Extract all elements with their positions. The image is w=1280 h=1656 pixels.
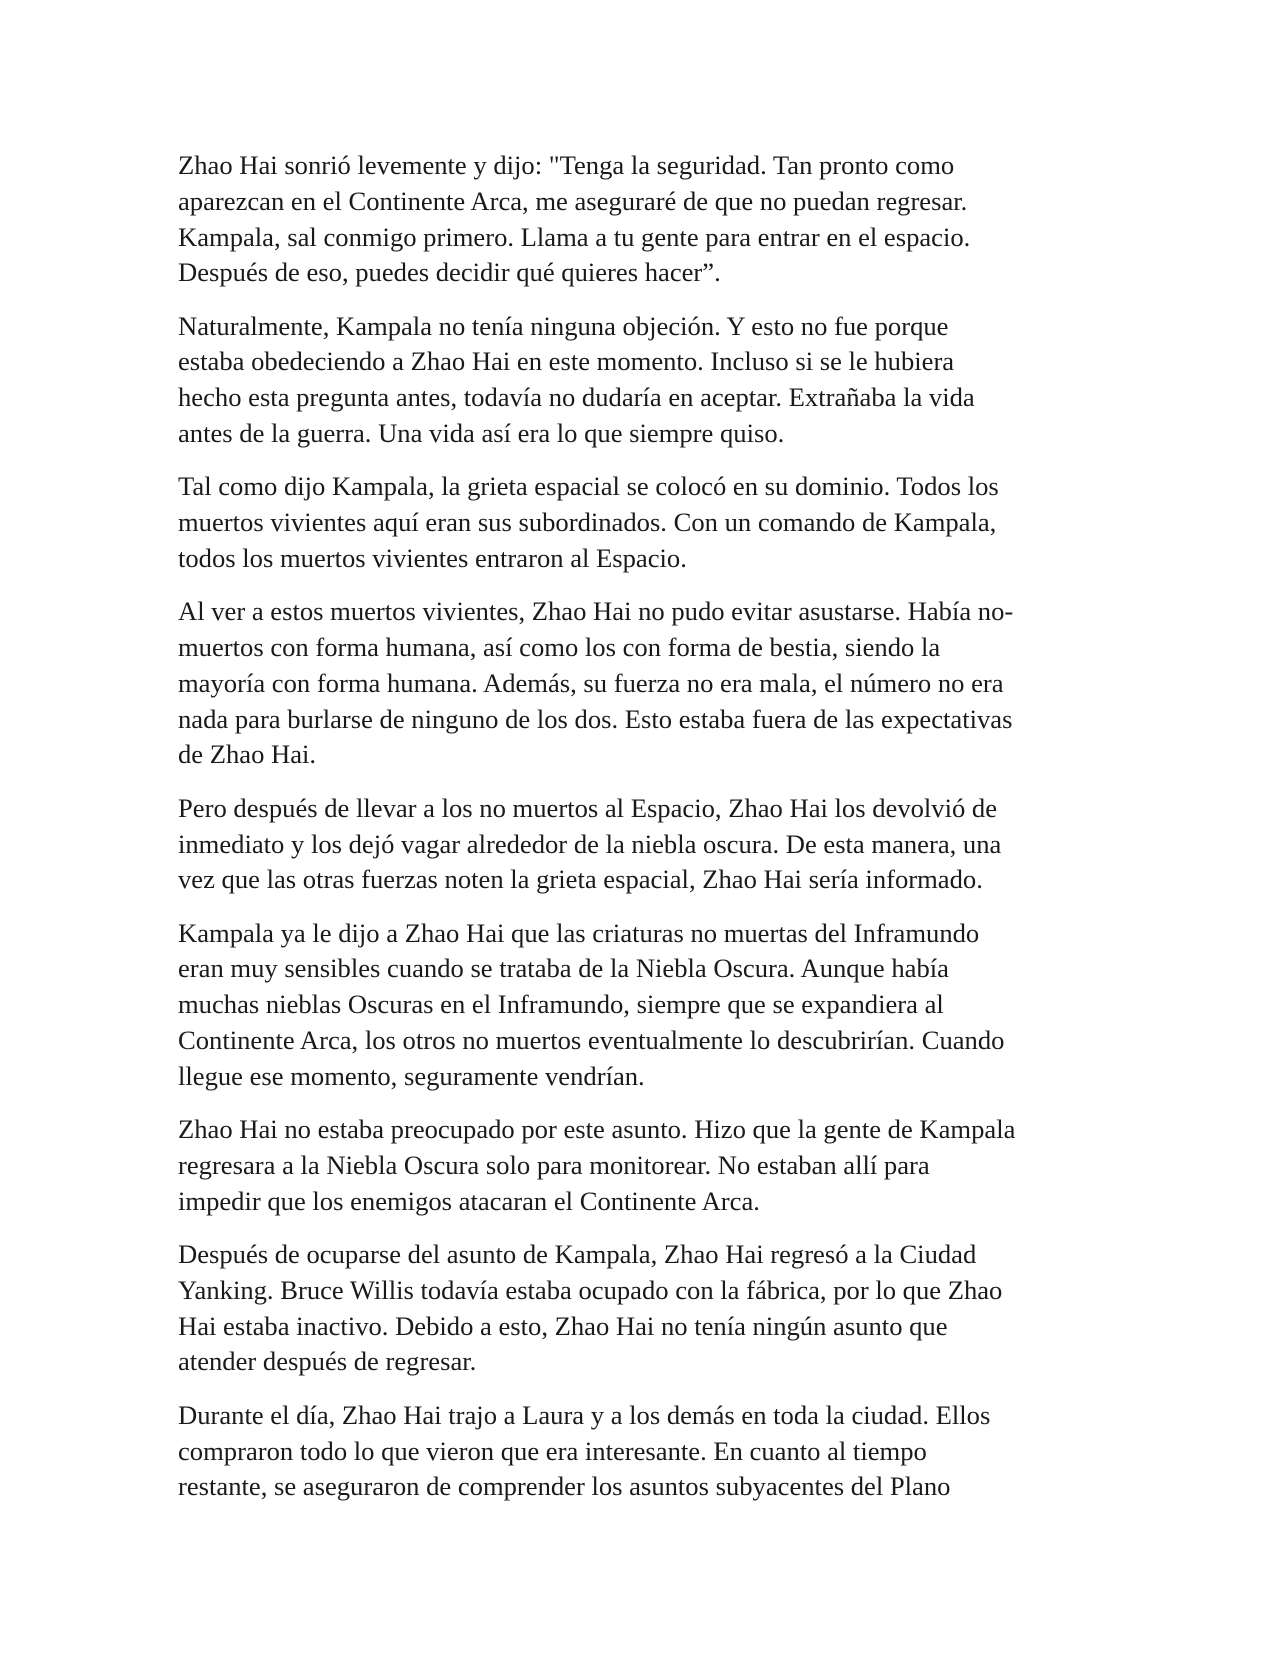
text-line: muertos vivientes aquí eran sus subordinados. Con un comando de Kampala, (178, 507, 997, 538)
text-line: mayoría con forma humana. Además, su fuerza no era mala, el número no era (178, 667, 1004, 698)
text-line: inmediato y los dejó vagar alrededor de la niebla oscura. De esta manera, una (178, 828, 1002, 859)
text-line: Después de ocuparse del asunto de Kampala, Zhao Hai regresó a la Ciudad (178, 1239, 977, 1270)
paragraph-2 (178, 309, 1108, 452)
text-line: regresara a la Niebla Oscura solo para monitorear. No estaban allí para (178, 1149, 930, 1180)
text-line: vez que las otras fuerzas noten la grieta espacial, Zhao Hai sería informado. (178, 864, 983, 895)
paragraph-5 (178, 791, 1108, 898)
paragraph-3 (178, 469, 1108, 576)
text-line: Zhao Hai sonrió levemente y dijo: "Tenga la seguridad. Tan pronto como (178, 150, 955, 180)
text-line: antes de la guerra. Una vida así era lo que siempre quiso. (178, 418, 785, 449)
text-line: atender después de regresar. (178, 1346, 477, 1377)
text-line: llegue ese momento, seguramente vendrían. (178, 1060, 645, 1091)
text-line: Después de eso, puedes decidir qué quieres hacer”. (178, 257, 721, 288)
text-line: aparezcan en el Continente Arca, me aseguraré de que no puedan regresar. (178, 185, 968, 216)
text-line: Kampala ya le dijo a Zhao Hai que las criaturas no muertas del Inframundo (178, 917, 980, 948)
text-line: eran muy sensibles cuando se trataba de la Niebla Oscura. Aunque había (178, 953, 949, 984)
text-line: Kampala, sal conmigo primero. Llama a tu gente para entrar en el espacio. (178, 221, 971, 252)
text-line: nada para burlarse de ninguno de los dos. Esto estaba fuera de las expectativas (178, 703, 1013, 734)
text-line: todos los muertos vivientes entraron al Espacio. (178, 542, 687, 573)
text-line: estaba obedeciendo a Zhao Hai en este momento. Incluso si se le hubiera (178, 346, 955, 377)
text-line: compraron todo lo que vieron que era interesante. En cuanto al tiempo (178, 1435, 927, 1466)
text-line: Continente Arca, los otros no muertos eventualmente lo descubrirían. Cuando (178, 1025, 1005, 1056)
document-body (178, 148, 1108, 1523)
text-line: Naturalmente, Kampala no tenía ninguna objeción. Y esto no fue porque (178, 310, 949, 341)
paragraph-9 (178, 1398, 1108, 1505)
text-line: Al ver a estos muertos vivientes, Zhao Hai no pudo evitar asustarse. Había no- (178, 596, 1014, 627)
paragraph-4 (178, 594, 1108, 773)
text-line: Hai estaba inactivo. Debido a esto, Zhao Hai no tenía ningún asunto que (178, 1310, 948, 1341)
paragraph-8 (178, 1237, 1108, 1380)
text-line: de Zhao Hai. (178, 739, 317, 770)
paragraph-7 (178, 1112, 1108, 1219)
text-line: hecho esta pregunta antes, todavía no dudaría en aceptar. Extrañaba la vida (178, 382, 975, 413)
paragraph-6 (178, 916, 1108, 1095)
text-line: muchas nieblas Oscuras en el Inframundo, siempre que se expandiera al (178, 989, 944, 1020)
text-line: muertos con forma humana, así como los con forma de bestia, siendo la (178, 632, 941, 663)
text-line: Zhao Hai no estaba preocupado por este asunto. Hizo que la gente de Kampala (178, 1114, 1016, 1145)
paragraph-1 (178, 148, 1108, 291)
text-line: Yanking. Bruce Willis todavía estaba ocupado con la fábrica, por lo que Zhao (178, 1274, 1003, 1305)
text-line: impedir que los enemigos atacaran el Continente Arca. (178, 1185, 760, 1216)
text-line: Pero después de llevar a los no muertos al Espacio, Zhao Hai los devolvió de (178, 792, 998, 823)
text-line: Durante el día, Zhao Hai trajo a Laura y a los demás en toda la ciudad. Ellos (178, 1399, 991, 1430)
text-line: Tal como dijo Kampala, la grieta espacial se colocó en su dominio. Todos los (178, 471, 999, 502)
text-line: restante, se aseguraron de comprender los asuntos subyacentes del Plano (178, 1471, 951, 1502)
